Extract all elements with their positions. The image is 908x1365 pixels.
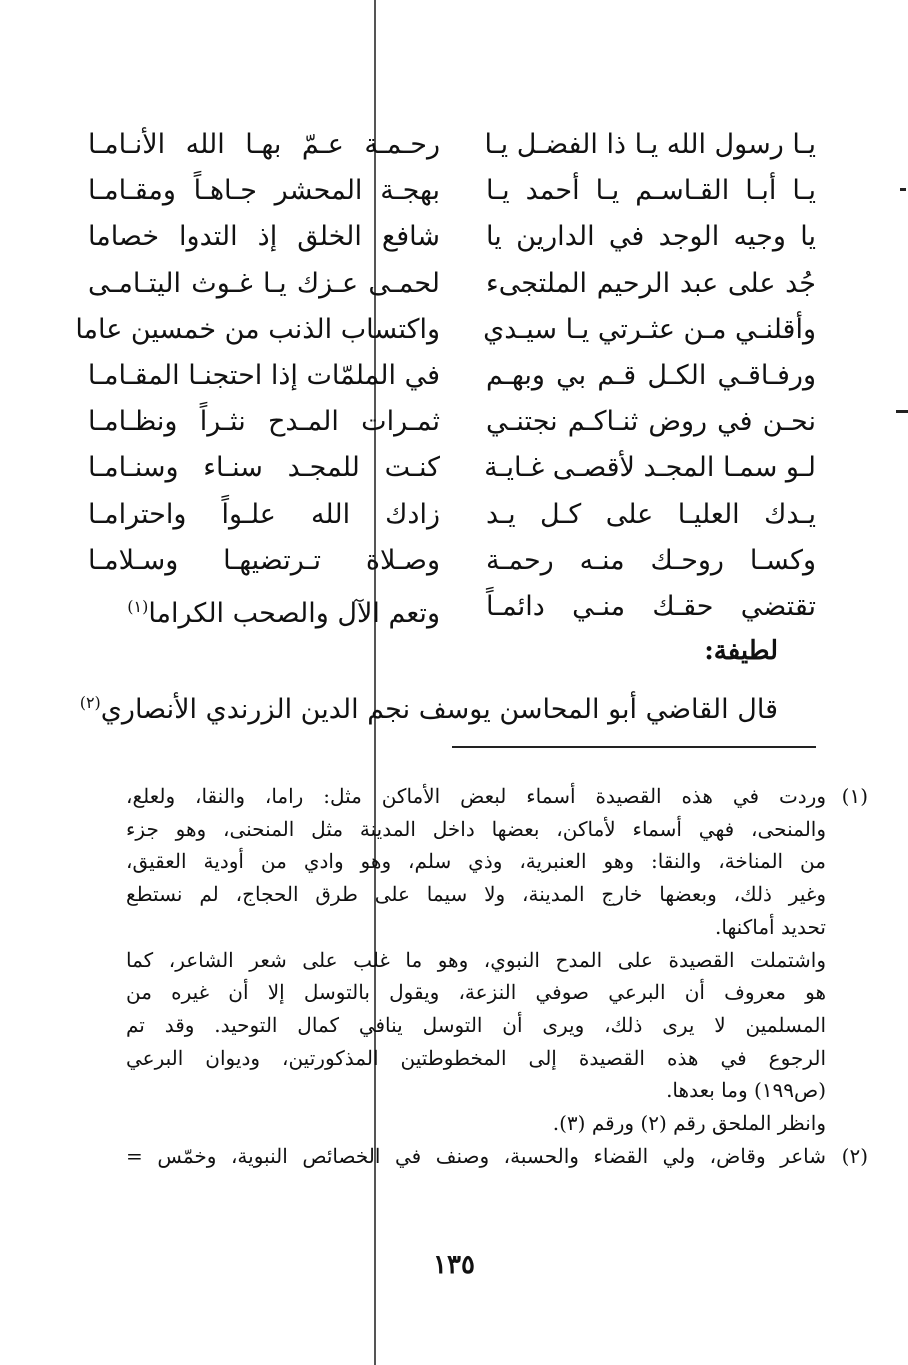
poem-verse	[0, 538, 908, 584]
verse-first-hemistich: يا وجيه الوجد في الدارين يا	[486, 221, 816, 253]
hemistich-text: في الملمّات إذا احتجنـا المقـامـا	[87, 359, 440, 391]
hemistich-text: شافع الخلق إذ التدوا خصاما	[88, 221, 440, 253]
verse-second-hemistich	[88, 353, 440, 399]
footnote-line: (ص١٩٩) وما بعدها.	[666, 1078, 826, 1103]
verse-second-hemistich	[88, 538, 440, 584]
poem-verse	[0, 168, 908, 214]
footnote-line: الرجوع في هذه القصيدة إلى المخطوطتين المذكورتين، وديوان البرعي	[126, 1045, 826, 1070]
verse-first-hemistich: وأقلنـي مـن عثـرتي يـا سيـدي	[483, 313, 816, 345]
intro-text: قال القاضي أبو المحاسن يوسف نجم الدين الزرندي الأنصاري	[100, 694, 778, 725]
verse-first-hemistich: تقتضي حقـك منـي دائمـاً	[486, 590, 816, 622]
hemistich-text: رحـمـة عـمّ بهـا الله الأنـامـا	[88, 129, 440, 160]
hemistich-text: بهجـة المحشر جـاهـاً ومقـامـا	[88, 175, 440, 207]
footnote-line: وانظر الملحق رقم (٢) ورقم (٣).	[552, 1111, 826, 1136]
verse-second-hemistich	[88, 445, 440, 491]
verse-first-hemistich: يـا رسول الله يـا ذا الفضـل يـا	[484, 129, 816, 160]
verse-second-hemistich	[88, 214, 440, 260]
verse-second-hemistich	[88, 584, 440, 637]
footnote-line: شاعر وقاض، ولي القضاء والحسبة، وصنف في الخصائص النبوية، وخمّس =	[126, 1143, 826, 1168]
footnote-line: والمنحى، فهي أسماء لأماكن، بعضها داخل المدينة مثل المنحنى، وهو جزء	[126, 816, 826, 841]
verse-first-hemistich: يـا أبـا القـاسـم يـا أحمد يـا	[486, 175, 816, 207]
hemistich-text: ثمـرات المـدح نثـراً ونظـامـا	[88, 406, 440, 438]
verse-second-hemistich	[88, 168, 440, 214]
poem-verse	[0, 584, 908, 630]
verse-first-hemistich: ورفـاقـي الكـل قـم بي وبهـم	[486, 359, 816, 391]
verse-first-hemistich: يـدك العليـا على كـل يـد	[486, 498, 816, 530]
footnote-line: المسلمين لا يرى ذلك، ويرى أن التوسل ينافي كمال التوحيد. وقد تم	[126, 1012, 826, 1037]
verse-second-hemistich	[88, 492, 440, 538]
footnote-line: واشتملت القصيدة على المدح النبوي، وهو ما غلب على شعر الشاعر، كما	[126, 947, 826, 972]
hemistich-text: وصـلاة تـرتضيهـا وسـلامـا	[88, 544, 440, 576]
verse-second-hemistich	[88, 261, 440, 307]
poem-verse	[0, 445, 908, 491]
verse-second-hemistich	[88, 399, 440, 445]
hemistich-text: لحمـى عـزك يـا غـوث اليتـامـى	[88, 267, 440, 299]
poem-verse	[0, 492, 908, 538]
section-heading: لطيفة:	[704, 636, 778, 666]
verse-first-hemistich: لـو سمـا المجـد لأقصـى غـايـة	[484, 452, 816, 484]
intro-line	[80, 681, 778, 732]
poem	[0, 122, 908, 630]
footnote-number: (٢)	[841, 1143, 868, 1168]
hemistich-text: كنـت للمجـد سنـاء وسنـامـا	[88, 452, 440, 484]
footnote-separator	[452, 746, 816, 748]
footnote-line: هو معروف أن البرعي صوفي النزعة، ويقول بالتوسل إلا أن غيره من	[126, 980, 826, 1005]
poem-verse	[0, 122, 908, 168]
footnote-ref: (١)	[127, 596, 149, 616]
footnotes	[126, 780, 868, 1172]
verse-first-hemistich: وكسـا روحـك منـه رحمـة	[486, 544, 816, 576]
footnote	[126, 1140, 868, 1173]
verse-first-hemistich: نحـن في روض ثنـاكـم نجتنـي	[486, 406, 816, 438]
hemistich-text: زادك الله علـواً واحترامـا	[88, 498, 440, 530]
footnote-line: من المناخة، والنقا: وهو العنبرية، وذي سلم، وهو وادي من أودية العقيق،	[126, 849, 826, 874]
verse-second-hemistich	[88, 122, 440, 168]
poem-verse	[0, 214, 908, 260]
poem-verse	[0, 307, 908, 353]
verse-second-hemistich	[75, 307, 440, 353]
hemistich-text: وتعم الآل والصحب الكراما	[148, 597, 440, 629]
poem-verse	[0, 399, 908, 445]
footnote-number: (١)	[841, 784, 868, 808]
hemistich-text: واكتساب الذنب من خمسين عاما	[75, 313, 440, 345]
footnote-ref: (٢)	[79, 693, 101, 712]
poem-verse	[0, 353, 908, 399]
poem-verse	[0, 261, 908, 307]
footnote-line: تحديد أماكنها.	[715, 914, 826, 939]
footnote-line: وردت في هذه القصيدة أسماء لبعض الأماكن مثل: راما، والنقا، ولعلع،	[126, 784, 826, 808]
footnote	[126, 780, 868, 1140]
footnote-line: وغير ذلك، وبعضها خارج المدينة، ولا سيما على طرق الحجاج، لم نستطع	[126, 882, 826, 907]
verse-first-hemistich: جُد على عبد الرحيم الملتجىء	[486, 267, 816, 299]
page-number: ١٣٥	[433, 1250, 475, 1280]
